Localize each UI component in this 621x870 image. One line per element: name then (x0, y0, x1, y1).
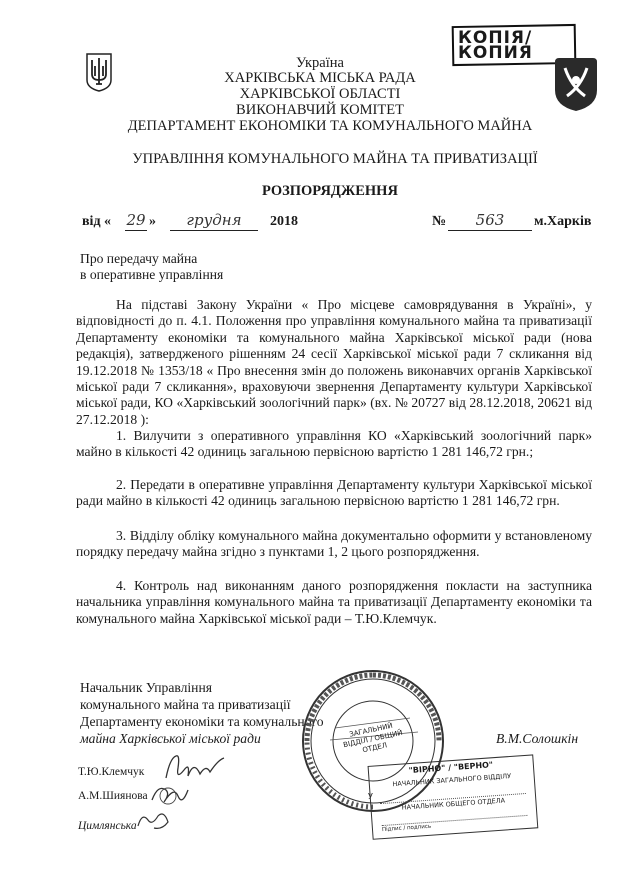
verified-stamp-line-2: НАЧАЛЬНИК ОБЩЕГО ОТДЕЛА (401, 796, 506, 812)
approval-klemchuk: Т.Ю.Клемчук (78, 766, 145, 778)
body-intro: На підставі Закону України « Про місцеве самоврядування в Україні», у відповідності до п. 4.1. Положення про управління комунального майна та приватизації Департаменту економіки та комунального майна Харківської міської ради (нова редакція), затвердженого рішенням 24 сесії Харківської міської ради 7 скликання від 19.12.2018 № 1353/18 « Про внесення змін до положень виконавчих органів Харківської міської ради 7 скликання», враховуючи звернення Департаменту культури Харківської міської ради, КО «Харківський зоологічний парк» (вх. № 20727 від 28.12.2018, 20621 від 27.12.2018 ): (76, 297, 592, 427)
subject-line-2: в оперативне управління (80, 267, 224, 282)
subject-line-1: Про передачу майна (80, 251, 198, 266)
header-council: ХАРКІВСЬКА МІСЬКА РАДА (224, 70, 416, 86)
date-year: 2018 (270, 214, 298, 229)
verified-stamp (368, 754, 541, 842)
copy-stamp-text: КОПІЯ/КОПИЯ (458, 28, 533, 63)
header-region: ХАРКІВСЬКОЇ ОБЛАСТІ (239, 86, 401, 102)
date-month: грудня (186, 211, 242, 229)
header-country: Україна (296, 55, 344, 71)
city: м.Харків (534, 214, 592, 229)
header-directorate: УПРАВЛІННЯ КОМУНАЛЬНОГО МАЙНА ТА ПРИВАТИЗАЦІЇ (132, 151, 538, 167)
date-mid: » (149, 214, 156, 229)
signature-line-4: майна Харківської міської ради (80, 731, 261, 746)
header-department: ДЕПАРТАМЕНТ ЕКОНОМІКИ ТА КОМУНАЛЬНОГО МАЙНА (127, 118, 533, 134)
date-day: 29 (126, 211, 146, 229)
verified-stamp-line-1: НАЧАЛЬНИК ЗАГАЛЬНОГО ВІДДІЛУ (392, 771, 512, 789)
signature-line-2: комунального майна та приватизації (80, 697, 291, 712)
signature-tsymlianska-icon (134, 808, 174, 836)
body-item-3: 3. Відділу обліку комунального майна документально оформити у встановленому порядку передачу майна згідно з пунктами 1, 2 цього розпорядження. (76, 528, 592, 560)
body-item-4: 4. Контроль над виконанням даного розпорядження покласти на заступника начальника управління комунального майна та приватизації Департаменту економіки та комунального майна Харківської міської ради – Т.Ю.Клемчук. (76, 578, 592, 626)
seal-letter: У (368, 792, 373, 801)
seal-inner-text: ЗАГАЛЬНИЙ ВІДДІЛ / ОБЩИЙ ОТДЕЛ (342, 721, 404, 755)
body-item-2: 2. Передати в оперативне управління Департаменту культури Харківської міської ради майно в кількості 42 одиниць загальною первісною вартістю 1 281 146,72 грн. (76, 477, 592, 509)
signature-line-1: Начальник Управління (80, 680, 212, 695)
verified-stamp-title: "ВІРНО" / "ВЕРНО" (408, 760, 494, 776)
date-number-line (82, 211, 592, 234)
document-type-title: РОЗПОРЯДЖЕННЯ (262, 183, 398, 199)
signature-shyianova-icon (148, 780, 198, 810)
date-month-underline (170, 230, 258, 231)
date-prefix: від « (82, 214, 112, 229)
number-underline (448, 230, 532, 231)
verified-stamp-foot: Підпис / подпись (381, 823, 432, 834)
document-number: 563 (475, 211, 505, 229)
number-label: № (432, 214, 447, 229)
signatory-name: В.М.Солошкін (496, 731, 579, 746)
approval-tsymlianska: Цимлянська (78, 820, 137, 832)
body-item-1: 1. Вилучити з оперативного управління КО «Харківський зоологічний парк» майно в кількості 42 одиниць загальною первісною вартістю 1 281 146,72 грн.; (76, 428, 592, 460)
signature-line-3: Департаменту економіки та комунального (80, 714, 324, 729)
header-committee: ВИКОНАВЧИЙ КОМІТЕТ (236, 102, 404, 118)
approval-shyianova: А.М.Шиянова (78, 790, 148, 802)
date-day-underline (125, 230, 147, 231)
